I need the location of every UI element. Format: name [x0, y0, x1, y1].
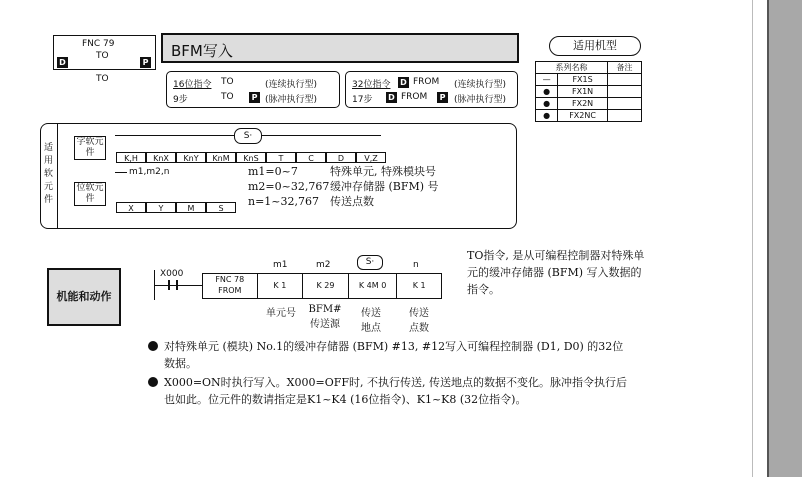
range-label: m1,m2,n — [129, 167, 170, 177]
model-row: ● FX2NC — [536, 110, 642, 122]
operands-side-label: 适用软元件 — [44, 143, 54, 205]
operand-head-m2: m2 — [316, 260, 331, 270]
page-title: BFM写入 — [171, 42, 233, 60]
instruction-16bit-box — [166, 71, 340, 108]
bit-device-row: X Y M S — [116, 196, 236, 215]
bullet-icon — [148, 341, 158, 351]
d-icon: D — [386, 92, 397, 103]
list-item: X000=ON时执行写入。X000=OFF时, 不执行传送, 传送地点的数据不变化。脉冲指令执行后也如此。位元件的数请指定是K1~K4 (16位指令)、K1~K8 (32位指令)。 — [148, 374, 628, 408]
bits16-mode: (连续执行型) — [265, 80, 318, 90]
instruction-32bit-box — [345, 71, 518, 108]
bits32-mode: (连续执行型) — [454, 80, 507, 90]
d-icon: D — [57, 57, 68, 68]
list-item: 对特殊单元 (模块) No.1的缓冲存储器 (BFM) #13, #12写入可编程控制器 (D1, D0) 的32位数据。 — [148, 338, 628, 372]
series-header: 系列名称 — [536, 62, 608, 74]
bits32-label: 32位指令 — [352, 80, 391, 90]
sub-label-points: 传送 点数 — [409, 308, 429, 334]
bit-device-label: 位软元件 — [74, 182, 106, 206]
bits16-label: 16位指令 — [173, 80, 212, 90]
d-icon: D — [398, 77, 409, 88]
ladder-cell-s: K 4M 0 — [349, 274, 398, 298]
operand-notes: m1=0~7 特殊单元, 特殊模块号 m2=0~32,767缓冲存储器 (BFM) 号 n=1~32,767 传送点数 — [248, 165, 439, 208]
p-icon: P — [140, 57, 151, 68]
bullet-list — [148, 338, 628, 408]
operand-head-s: S· — [357, 255, 383, 270]
model-row: ● FX2N — [536, 98, 642, 110]
ladder-cell-m2: K 29 — [303, 274, 349, 298]
fnc-number: FNC 79 — [82, 39, 115, 49]
fnc-box — [53, 35, 156, 70]
bits32-op: FROM — [413, 77, 440, 87]
steps9-label: 9步 — [173, 95, 188, 105]
sub-label-bfm: BFM# 传送源 — [308, 304, 342, 330]
word-device-row: K,H KnX KnY KnM KnS T C D V,Z — [116, 146, 386, 165]
ladder-cell-m1: K 1 — [258, 274, 304, 298]
p-icon: P — [249, 92, 260, 103]
operands-box — [40, 123, 517, 229]
contact-label: X000 — [160, 269, 184, 279]
models-table — [535, 61, 642, 122]
description-text: TO指令, 是从可编程控制器对特殊单元的缓冲存储器 (BFM) 写入数据的指令。 — [467, 249, 645, 296]
steps17-op: FROM — [401, 92, 428, 102]
right-sidebar — [767, 0, 802, 477]
bullet-icon — [148, 377, 158, 387]
steps17-label: 17步 — [352, 95, 373, 105]
page-edge-line — [752, 0, 753, 477]
operand-head-m1: m1 — [273, 260, 288, 270]
steps9-op: TO — [221, 92, 234, 102]
steps17-mode: (脉冲执行型) — [454, 95, 507, 105]
bits16-op: TO — [221, 77, 234, 87]
operand-head-n: n — [413, 260, 419, 270]
sub-label-dest: 传送 地点 — [361, 308, 381, 334]
ladder-diagram — [150, 258, 450, 338]
function-label: 机能和动作 — [47, 268, 121, 326]
models-title: 适用机型 — [549, 36, 641, 56]
s-operand-oval: S· — [234, 128, 262, 144]
ladder-cell-n: K 1 — [412, 281, 426, 290]
p-icon: P — [437, 92, 448, 103]
word-device-label: 字软元件 — [74, 136, 106, 160]
model-row: ● FX1N — [536, 86, 642, 98]
fnc-name: TO — [96, 51, 109, 61]
heading-bar — [161, 33, 519, 63]
model-row: — FX1S — [536, 74, 642, 86]
instruction-box — [202, 273, 442, 299]
ladder-fnc-cell: FNC 78 FROM — [203, 274, 258, 298]
fnc-below-label: TO — [96, 74, 109, 84]
note-header: 备注 — [608, 62, 642, 74]
steps9-mode: (脉冲执行型) — [265, 95, 318, 105]
sub-label-unit: 单元号 — [266, 308, 296, 319]
